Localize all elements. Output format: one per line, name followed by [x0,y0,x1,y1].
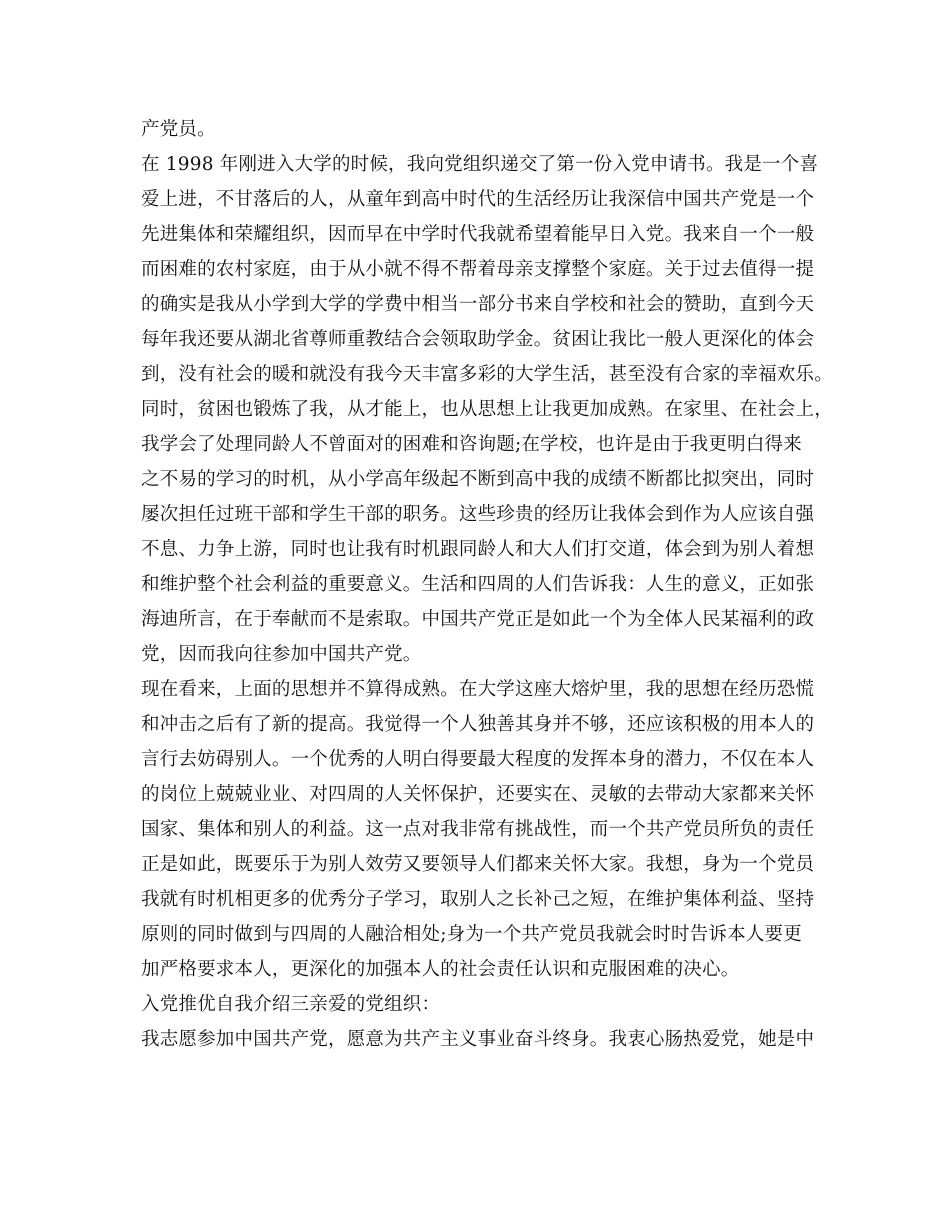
text-line: 党，因而我向往参加中国共产党。 [141,644,422,665]
text-line: 正是如此，既要乐于为别人效劳又要领导人们都来关怀大家。我想，身为一个党员 [141,854,815,875]
text-line: 同时，贫困也锻炼了我，从才能上，也从思想上让我更加成熟。在家里、在社会上， [141,399,833,420]
text-line: 国家、集体和别人的利益。这一点对我非常有挑战性，而一个共产党员所负的责任 [141,819,815,840]
text-line: 而困难的农村家庭，由于从小就不得不帮着母亲支撑整个家庭。关于过去值得一提 [141,259,815,280]
text-line: 屡次担任过班干部和学生干部的职务。这些珍贵的经历让我体会到作为人应该自强 [141,504,815,525]
text-line: 和维护整个社会利益的重要意义。生活和四周的人们告诉我：人生的意义，正如张 [141,574,815,595]
text-line: 之不易的学习的时机，从小学高年级起不断到高中我的成绩不断都比拟突出，同时 [141,469,815,490]
text-line: 和冲击之后有了新的提高。我觉得一个人独善其身并不够，还应该积极的用本人的 [141,714,815,735]
text-line: 到，没有社会的暖和就没有我今天丰富多彩的大学生活，甚至没有合家的幸福欢乐。 [141,364,833,385]
text-line: 言行去妨碍别人。一个优秀的人明白得要最大程度的发挥本身的潜力，不仅在本人 [141,749,815,770]
text-line: 现在看来，上面的思想并不算得成熟。在大学这座大熔炉里，我的思想在经历恐慌 [141,679,815,700]
text-line: 海迪所言，在于奉献而不是索取。中国共产党正是如此一个为全体人民某福利的政 [141,609,815,630]
text-line: 我就有时机相更多的优秀分子学习，取别人之长补己之短，在维护集体利益、坚持 [141,889,815,910]
text-line: 每年我还要从湖北省尊师重教结合会领取助学金。贫困让我比一般人更深化的体会 [141,329,815,350]
text-line: 加严格要求本人，更深化的加强本人的社会责任认识和克服困难的决心。 [141,959,740,980]
text-line: 爱上进，不甘落后的人，从童年到高中时代的生活经历让我深信中国共产党是一个 [141,189,815,210]
text-line: 我志愿参加中国共产党，愿意为共产主义事业奋斗终身。我衷心肠热爱党，她是中 [141,1029,815,1050]
text-line: 产党员。 [141,119,216,140]
text-line: 我学会了处理同龄人不曾面对的困难和咨询题;在学校，也许是由于我更明白得来 [141,434,802,455]
text-line: 不息、力争上游，同时也让我有时机跟同龄人和大人们打交道，体会到为别人着想 [141,539,815,560]
document-body-text [141,112,833,1057]
text-line: 的确实是我从小学到大学的学费中相当一部分书来自学校和社会的赞助，直到今天 [141,294,815,315]
text-line: 的岗位上兢兢业业、对四周的人关怀保护，还要实在、灵敏的去带动大家都来关怀 [141,784,815,805]
text-line: 原则的同时做到与四周的人融洽相处;身为一个共产党员我就会时时告诉本人要更 [141,924,802,945]
text-line: 在 1998 年刚进入大学的时候，我向党组织递交了第一份入党申请书。我是一个喜 [141,154,819,175]
text-line: 先进集体和荣耀组织，因而早在中学时代我就希望着能早日入党。我来自一个一般 [141,224,815,245]
text-line: 入党推优自我介绍三亲爱的党组织： [141,994,441,1015]
